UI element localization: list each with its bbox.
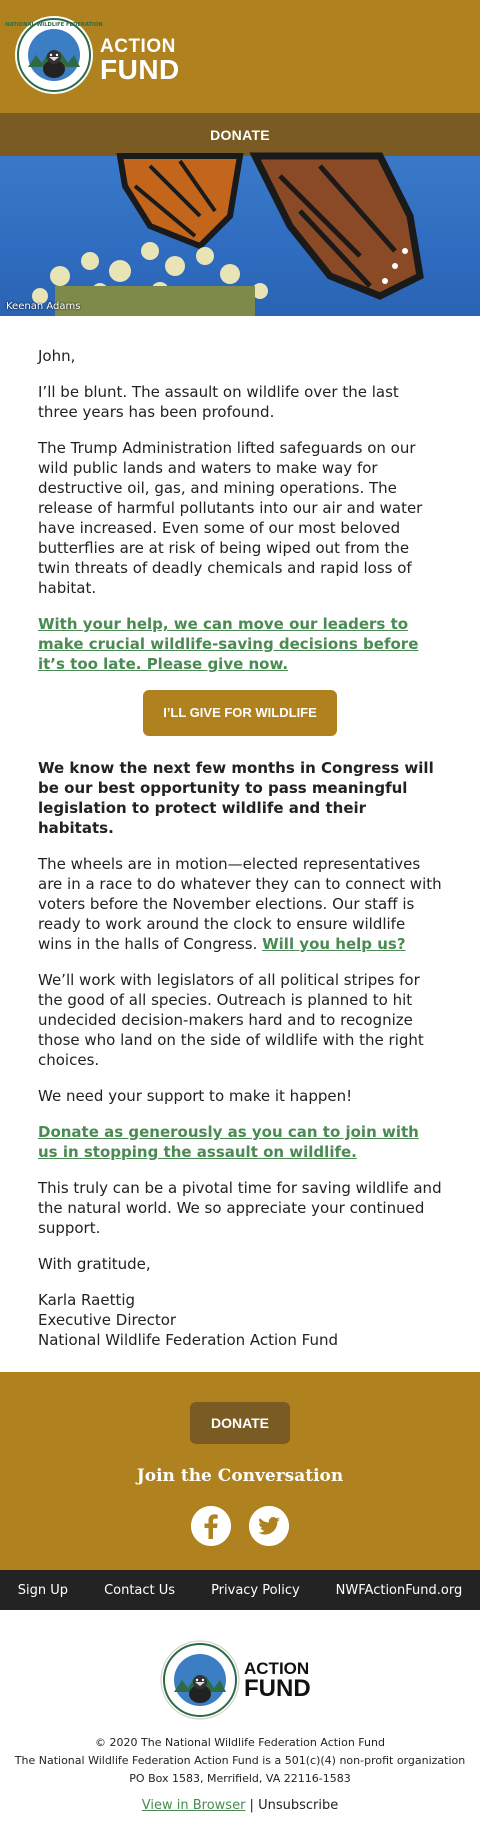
address: PO Box 1583, Merrifield, VA 22116-1583 bbox=[129, 1772, 351, 1785]
link-separator: | bbox=[245, 1798, 259, 1813]
top-donate-bar bbox=[0, 113, 480, 156]
facebook-icon[interactable] bbox=[191, 1506, 231, 1546]
paragraph-3 bbox=[38, 854, 442, 954]
footer-wordmark bbox=[244, 1660, 311, 1701]
logo-line2: FUND bbox=[100, 54, 180, 85]
legal-text bbox=[0, 1734, 480, 1788]
paragraph-4: We’ll work with legislators of all political stripes for the good of all species. Outreach is planned to hit undecided decision-makers hard and to recognize those who land on the side of wildlife with the right choices. bbox=[38, 971, 424, 1069]
give-for-wildlife-button[interactable]: I’LL GIVE FOR WILDLIFE bbox=[143, 690, 337, 736]
help-us-link[interactable]: Will you help us? bbox=[262, 935, 406, 953]
closing: With gratitude, bbox=[38, 1255, 151, 1273]
footer-seal-icon bbox=[160, 1640, 240, 1720]
bold-paragraph: We know the next few months in Congress will be our best opportunity to pass meaningful legislation to protect wildlife and their habitats. bbox=[38, 759, 434, 837]
unsubscribe-link[interactable]: Unsubscribe bbox=[258, 1798, 339, 1813]
give-now-link[interactable]: With your help, we can move our leaders to make crucial wildlife-saving decisions before it’s too late. Please give now. bbox=[38, 615, 419, 673]
photo-credit: Keenan Adams bbox=[6, 301, 81, 312]
footer-logo-line1: ACTION bbox=[244, 1659, 310, 1678]
donate-generously-link[interactable]: Donate as generously as you can to join with us in stopping the assault on wildlife. bbox=[38, 1123, 419, 1161]
signature bbox=[38, 1290, 442, 1350]
footer-donate-button[interactable]: DONATE bbox=[190, 1402, 290, 1444]
footer-bottom bbox=[0, 1610, 480, 1833]
paragraph-5: We need your support to make it happen! bbox=[38, 1087, 353, 1105]
view-in-browser-link[interactable]: View in Browser bbox=[141, 1798, 246, 1813]
paragraph-6: This truly can be a pivotal time for saving wildlife and the natural world. We so appreciate your continued support. bbox=[38, 1179, 442, 1237]
paragraph-1: I’ll be blunt. The assault on wildlife over the last three years has been profound. bbox=[38, 383, 399, 421]
paragraph-2: The Trump Administration lifted safeguards on our wild public lands and waters to make way for destructive oil, gas, and mining operations. The release of harmful pollutants into our air and water have increased. Even some of our most beloved butterflies are at risk of being wiped out from the twin threats of deadly chemicals and rapid loss of habitat. bbox=[38, 439, 423, 597]
social-links bbox=[0, 1506, 480, 1546]
logo-line1: ACTION bbox=[100, 36, 176, 57]
cta-wrapper bbox=[38, 690, 442, 736]
nonprofit-statement: The National Wildlife Federation Action Fund is a 501(c)(4) non-profit organization bbox=[14, 1754, 466, 1767]
footer-gold bbox=[0, 1372, 480, 1570]
footer-nav bbox=[0, 1570, 480, 1610]
join-conversation-heading: Join the Conversation bbox=[136, 1466, 344, 1486]
copyright: © 2020 The National Wildlife Federation Action Fund bbox=[95, 1736, 385, 1749]
nav-privacy-policy[interactable]: Privacy Policy bbox=[211, 1582, 300, 1598]
header bbox=[0, 0, 480, 113]
legal-links bbox=[0, 1798, 480, 1813]
butterfly-illustration bbox=[0, 156, 480, 316]
nav-sign-up[interactable]: Sign Up bbox=[17, 1582, 69, 1598]
hero-image[interactable] bbox=[0, 156, 480, 316]
greeting: John, bbox=[38, 347, 76, 365]
seal-text: NATIONAL WILDLIFE FEDERATION bbox=[5, 22, 103, 28]
nav-site-link[interactable]: NWFActionFund.org bbox=[335, 1582, 463, 1598]
signature-org: National Wildlife Federation Action Fund bbox=[38, 1331, 338, 1349]
signature-title: Executive Director bbox=[38, 1311, 177, 1329]
top-donate-link[interactable]: DONATE bbox=[210, 126, 270, 143]
nwf-seal-logo[interactable] bbox=[5, 15, 103, 95]
nav-contact-us[interactable]: Contact Us bbox=[104, 1582, 176, 1598]
letter-body bbox=[0, 316, 480, 1358]
footer-logo-line2: FUND bbox=[244, 1675, 311, 1702]
logo-wordmark[interactable] bbox=[100, 37, 180, 84]
twitter-icon[interactable] bbox=[249, 1506, 289, 1546]
signature-name: Karla Raettig bbox=[38, 1291, 136, 1309]
footer-logo[interactable] bbox=[160, 1640, 320, 1720]
paragraph-3-text: The wheels are in motion—elected representatives are in a race to do whatever they can to connect with voters before the November elections. Our staff is ready to work around the clock to ensure wildlife wins in the halls of Congress. bbox=[38, 855, 442, 953]
